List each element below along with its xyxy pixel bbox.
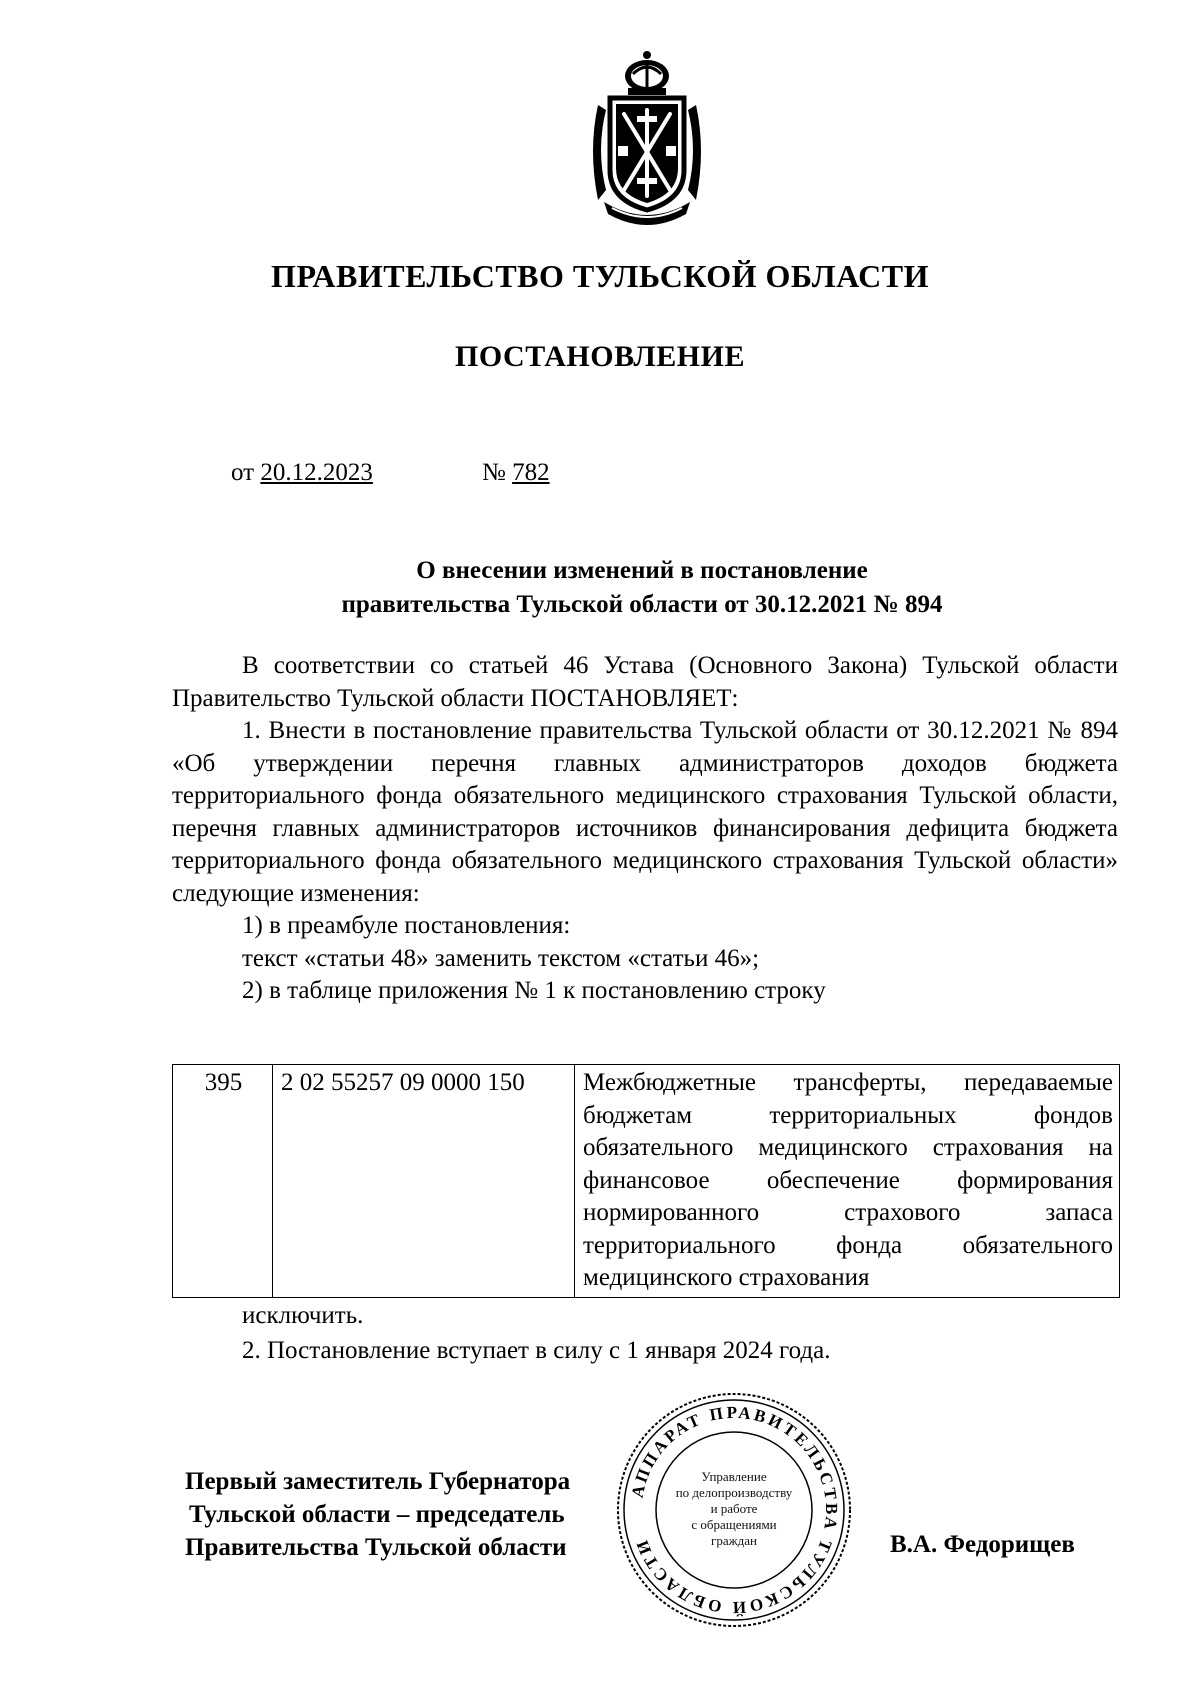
number-prefix: № [482,459,506,486]
exclude-text: исключить. [242,1302,364,1329]
stamp-inner-text [664,1469,804,1549]
stamp-inner-line: и работе [710,1501,758,1516]
document-date: 20.12.2023 [260,459,373,486]
after-table-text [242,1298,831,1368]
date-prefix: от [231,459,255,486]
row-description-cell: Межбюджетные трансферты, передаваемые бюджетам территориальных фондов обязательного медицинского страхования на финансовое обеспечение формирования нормированного страхового запаса территориального фонда обязательного медицинского страхования [575,1065,1120,1298]
subitem-2: 2) в таблице приложения № 1 к постановлению строку [242,977,826,1004]
document-body [172,650,1118,1008]
document-subject [172,554,1112,622]
subitem-1-text: текст «статьи 48» заменить текстом «статьи 46»; [242,944,760,972]
signatory-name: В.А. Федорищев [890,1531,1075,1558]
signatory-title [185,1465,570,1564]
stamp-inner-line: граждан [711,1533,757,1548]
subject-line-2: правительства Тульской области от 30.12.2021 № 894 [341,591,943,618]
stamp-inner-line: Управление [701,1469,767,1484]
document-number: 782 [512,459,550,486]
item-2-paragraph: 2. Постановление вступает в силу с 1 января 2024 года. [242,1337,831,1364]
number-field [482,459,550,487]
stamp-inner-line: по делопроизводству [675,1485,793,1500]
stamp-inner-line: с обращениями [691,1517,777,1532]
signatory-line-3: Правительства Тульской области [185,1534,567,1561]
row-code-cell: 2 02 55257 09 0000 150 [273,1065,575,1298]
coat-of-arms-icon [588,50,706,225]
document-type: ПОСТАНОВЛЕНИЕ [455,340,745,373]
preamble-paragraph: В соответствии со статьей 46 Устава (Основного Закона) Тульской области Правительство Тульской области ПОСТАНОВЛЯЕТ: [172,652,1118,712]
subitem-1: 1) в преамбуле постановления: [242,912,571,939]
stamp-ring-text: АППАРАТ ПРАВИТЕЛЬСТВА ТУЛЬСКОЙ ОБЛАСТИ [627,1402,842,1618]
row-number-cell: 395 [173,1065,273,1298]
government-title: ПРАВИТЕЛЬСТВО ТУЛЬСКОЙ ОБЛАСТИ [271,258,929,294]
date-field [231,459,373,487]
amendment-table [172,1064,1120,1298]
crown-icon [625,51,669,95]
table-row [173,1065,1120,1298]
subject-line-1: О внесении изменений в постановление [416,557,868,584]
signatory-line-1: Первый заместитель Губернатора [185,1468,571,1495]
signatory-line-2: Тульской области – председатель [189,1501,565,1528]
item-1-paragraph: 1. Внести в постановление правительства Тульской области от 30.12.2021 № 894 «Об утверждении перечня главных администраторов доходов бюджета территориального фонда обязательного медицинского страхования Тульской области, перечня главных администраторов источников финансирования дефицита бюджета территориального фонда обязательного медицинского страхования Тульской области» следующие изменения: [172,717,1118,907]
